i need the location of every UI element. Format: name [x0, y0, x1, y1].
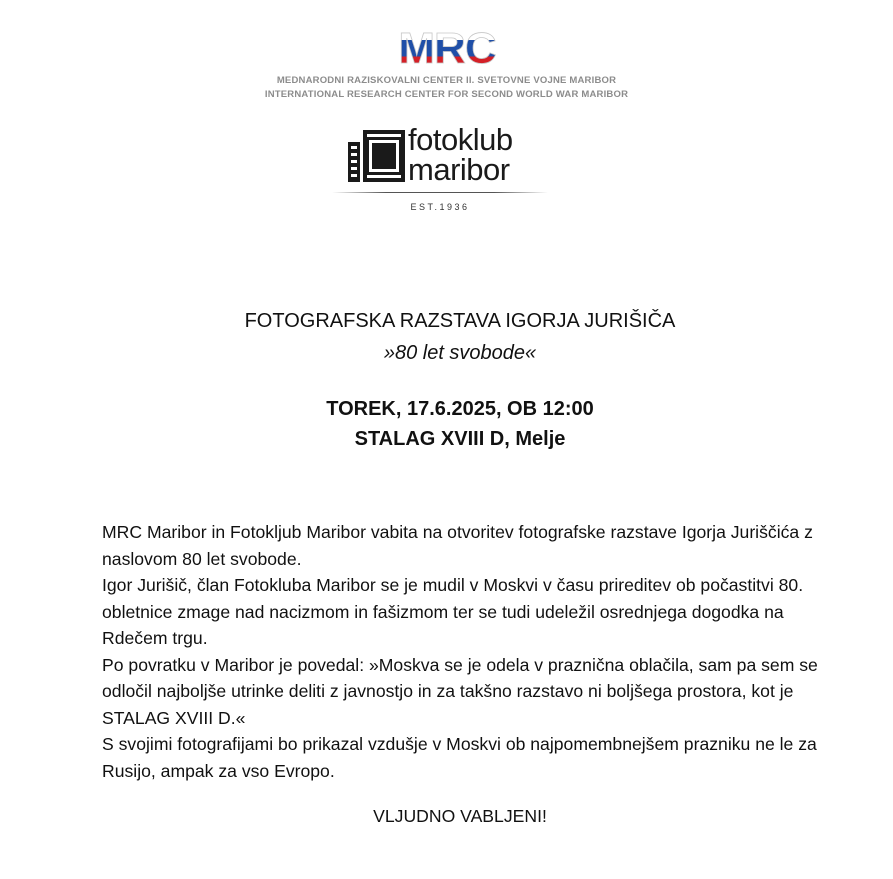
body-paragraph: Po povratku v Maribor je povedal: »Moskva se je odela v praznična oblačila, sam pa sem se odločil najboljše utrinke deliti z javnostjo in za takšno razstavo ni boljšega prostora, kot je STALAG XVIII D.«	[102, 654, 818, 728]
fotoklub-word: fotoklub	[408, 122, 513, 157]
event-location: STALAG XVIII D, Melje	[354, 428, 566, 450]
maribor-word: maribor	[408, 152, 510, 187]
body-paragraph: S svojimi fotografijami bo prikazal vzdušje v Moskvi ob najpomembnejšem prazniku ne le za Rusijo, ampak za vso Evropo.	[102, 734, 817, 781]
closing-line: VLJUDNO VABLJENI!	[373, 806, 547, 826]
mrc-name-slovene: MEDNARODNI RAZISKOVALNI CENTER II. SVETOVNE VOJNE MARIBOR	[276, 75, 617, 86]
body-paragraph: Igor Jurišič, član Fotokluba Maribor se je mudil v Moskvi v času prireditev ob počastitvi 80. obletnice zmage nad nacizmom in fašizmom ter se tudi udeležil osrednjega dogodka na Rdečem trgu.	[102, 575, 804, 648]
event-date: TOREK, 17.6.2025, OB 12:00	[326, 398, 594, 420]
film-strip-icon	[348, 128, 406, 184]
svg-text:MRC: MRC	[397, 26, 496, 66]
exhibition-title: FOTOGRAFSKA RAZSTAVA IGORJA JURIŠIČA	[244, 310, 676, 332]
mrc-name-english: INTERNATIONAL RESEARCH CENTER FOR SECOND WORLD WAR MARIBOR	[264, 89, 629, 100]
mrc-logo	[0, 26, 893, 66]
fotoklub-logo	[330, 120, 550, 220]
invitation-body	[102, 519, 822, 784]
mrc-logo-mark	[392, 26, 502, 66]
est-year: EST.1936	[410, 202, 470, 212]
exhibition-subtitle: »80 let svobode«	[383, 342, 537, 364]
logo-divider	[332, 192, 548, 193]
body-paragraph: MRC Maribor in Fotokljub Maribor vabita na otvoritev fotografske razstave Igorja Juriščića z naslovom 80 let svobode.	[102, 522, 813, 569]
